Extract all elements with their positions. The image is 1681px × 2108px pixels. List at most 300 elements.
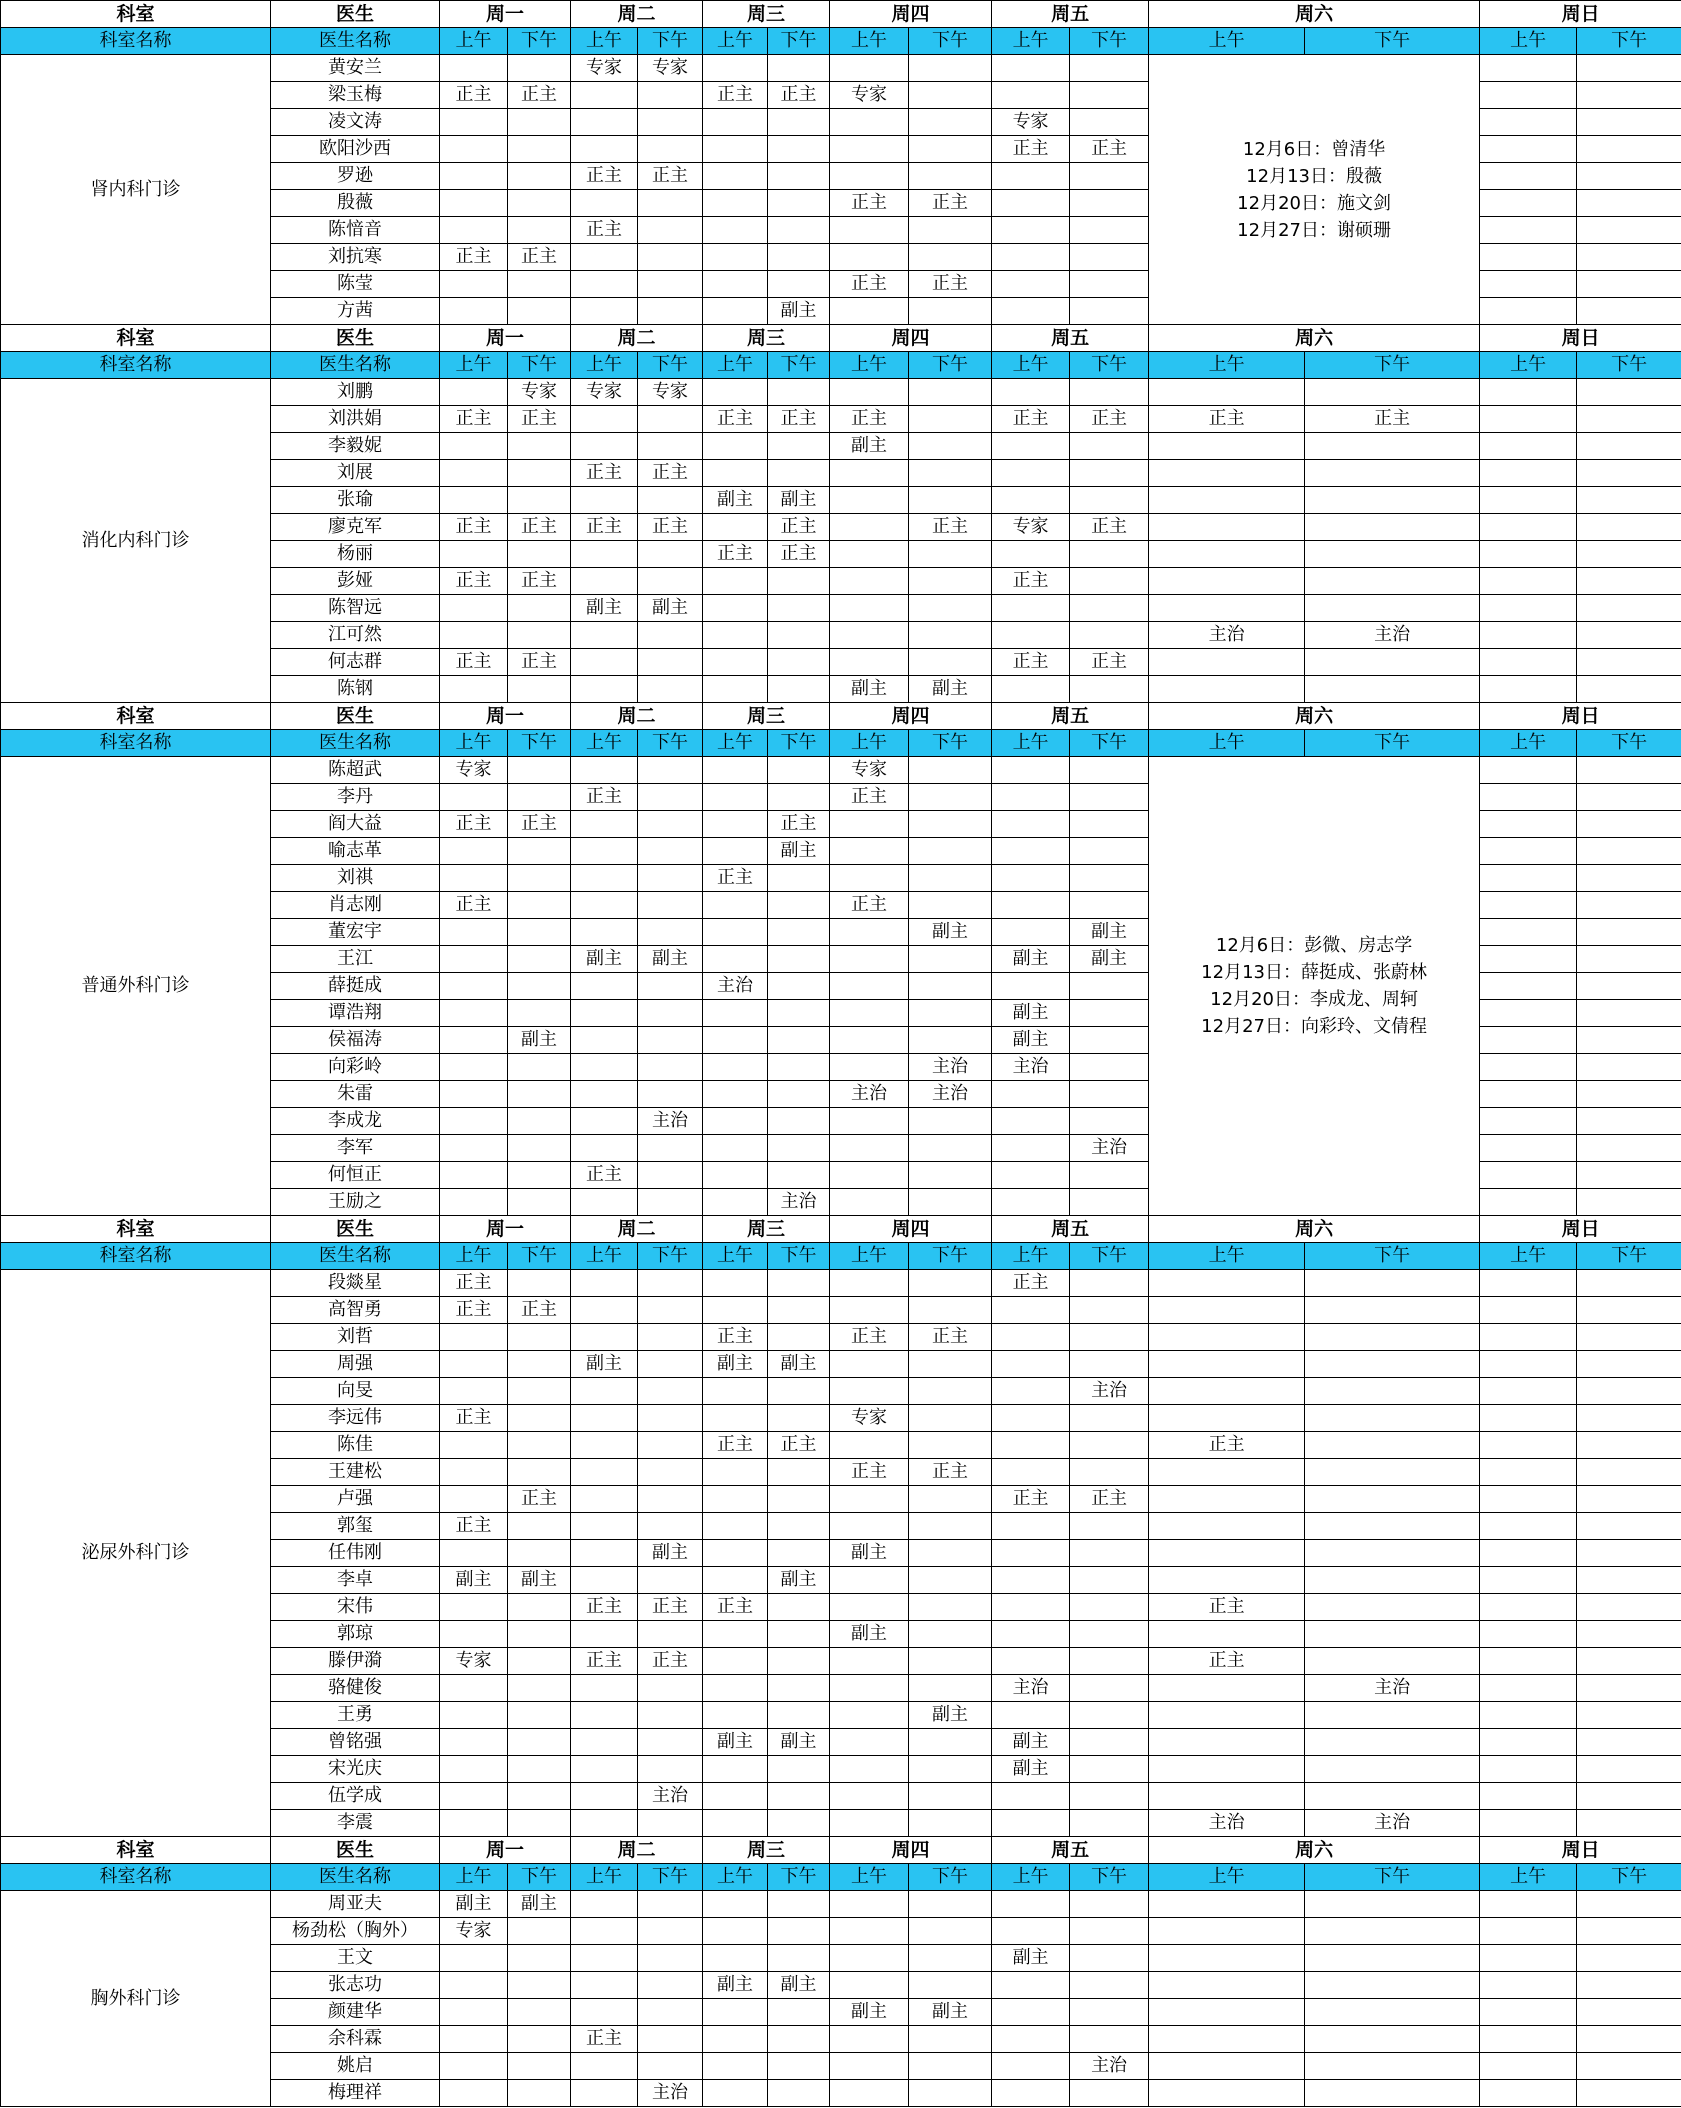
subheader-sat-pm: 下午 <box>1305 730 1480 757</box>
slot-sun-pm <box>1577 1135 1681 1162</box>
slot-sat-pm <box>1305 1918 1480 1945</box>
slot-sun-am <box>1480 163 1577 190</box>
slot-sat-pm: 主治 <box>1305 622 1480 649</box>
subheader-doctor: 医生名称 <box>271 28 440 55</box>
doctor-name: 李震 <box>271 1810 440 1837</box>
slot-tue-am <box>571 2053 638 2080</box>
slot-fri-am <box>992 1162 1070 1189</box>
slot-thu-pm <box>909 1567 992 1594</box>
slot-fri-am <box>992 1648 1070 1675</box>
slot-sat-am <box>1149 1486 1305 1513</box>
slot-wed-am <box>703 1756 768 1783</box>
slot-fri-pm <box>1070 1432 1149 1459</box>
subheader-sat-am: 上午 <box>1149 1243 1305 1270</box>
slot-thu-am <box>830 1486 909 1513</box>
doctor-name: 李成龙 <box>271 1108 440 1135</box>
header-day-mon: 周一 <box>440 1 571 28</box>
slot-fri-pm <box>1070 1918 1149 1945</box>
slot-thu-pm <box>909 1405 992 1432</box>
slot-tue-am <box>571 1513 638 1540</box>
slot-mon-pm <box>508 622 571 649</box>
header-day-tue: 周二 <box>571 1216 703 1243</box>
slot-thu-am <box>830 1378 909 1405</box>
slot-wed-pm <box>768 1891 830 1918</box>
slot-tue-pm <box>638 244 703 271</box>
doctor-name: 刘祺 <box>271 865 440 892</box>
subheader-thu-pm: 下午 <box>909 352 992 379</box>
slot-thu-pm <box>909 1162 992 1189</box>
slot-fri-pm <box>1070 217 1149 244</box>
subheader-doctor: 医生名称 <box>271 1243 440 1270</box>
slot-thu-am <box>830 946 909 973</box>
slot-fri-am <box>992 1972 1070 1999</box>
slot-fri-am <box>992 892 1070 919</box>
saturday-note-line: 12月13日：薛挺成、张蔚林 <box>1201 962 1427 983</box>
slot-sun-pm <box>1577 784 1681 811</box>
subheader-wed-am: 上午 <box>703 352 768 379</box>
subheader-sat-pm: 下午 <box>1305 28 1480 55</box>
slot-mon-am <box>440 676 508 703</box>
slot-wed-pm <box>768 1054 830 1081</box>
slot-mon-pm: 正主 <box>508 406 571 433</box>
header-day-wed: 周三 <box>703 1216 830 1243</box>
header-doctor: 医生 <box>271 1837 440 1864</box>
slot-wed-pm <box>768 217 830 244</box>
header-day-sat: 周六 <box>1149 1837 1480 1864</box>
slot-sat-pm <box>1305 1756 1480 1783</box>
doctor-name: 王励之 <box>271 1189 440 1216</box>
slot-fri-am <box>992 1918 1070 1945</box>
slot-thu-am <box>830 2026 909 2053</box>
slot-wed-pm <box>768 676 830 703</box>
subheader-wed-am: 上午 <box>703 1243 768 1270</box>
slot-sat-pm <box>1305 433 1480 460</box>
slot-fri-am <box>992 487 1070 514</box>
slot-tue-pm <box>638 1378 703 1405</box>
slot-tue-pm <box>638 1135 703 1162</box>
slot-thu-am <box>830 1756 909 1783</box>
doctor-name: 谭浩翔 <box>271 1000 440 1027</box>
slot-fri-am <box>992 1297 1070 1324</box>
slot-sun-am <box>1480 1621 1577 1648</box>
slot-sun-pm <box>1577 649 1681 676</box>
slot-sat-am <box>1149 1945 1305 1972</box>
slot-sun-am <box>1480 1567 1577 1594</box>
slot-fri-pm <box>1070 2080 1149 2107</box>
slot-tue-am: 副主 <box>571 595 638 622</box>
slot-thu-pm <box>909 298 992 325</box>
slot-mon-pm <box>508 1945 571 1972</box>
dept-name: 肾内科门诊 <box>1 55 271 325</box>
slot-mon-am <box>440 2080 508 2107</box>
slot-thu-am <box>830 1054 909 1081</box>
slot-thu-pm <box>909 1189 992 1216</box>
slot-wed-am <box>703 676 768 703</box>
slot-sat-am <box>1149 1729 1305 1756</box>
slot-sun-am <box>1480 568 1577 595</box>
slot-thu-pm <box>909 1027 992 1054</box>
slot-wed-am <box>703 190 768 217</box>
slot-thu-am <box>830 1297 909 1324</box>
subheader-mon-am: 上午 <box>440 730 508 757</box>
slot-fri-pm <box>1070 1297 1149 1324</box>
slot-fri-am: 主治 <box>992 1675 1070 1702</box>
slot-sun-pm <box>1577 1621 1681 1648</box>
slot-sat-pm <box>1305 1297 1480 1324</box>
header-doctor: 医生 <box>271 703 440 730</box>
slot-wed-pm <box>768 460 830 487</box>
slot-mon-pm <box>508 1270 571 1297</box>
slot-thu-pm <box>909 217 992 244</box>
slot-sat-am <box>1149 1702 1305 1729</box>
slot-tue-am <box>571 892 638 919</box>
slot-mon-pm: 正主 <box>508 244 571 271</box>
saturday-note-line: 12月13日：殷薇 <box>1246 165 1382 187</box>
slot-thu-am <box>830 1432 909 1459</box>
slot-fri-am: 专家 <box>992 514 1070 541</box>
header-day-wed: 周三 <box>703 703 830 730</box>
slot-thu-am <box>830 1108 909 1135</box>
slot-mon-pm <box>508 1513 571 1540</box>
slot-thu-pm <box>909 1270 992 1297</box>
doctor-name: 江可然 <box>271 622 440 649</box>
slot-sat-pm <box>1305 595 1480 622</box>
doctor-name: 陈智远 <box>271 595 440 622</box>
doctor-name: 陈佳 <box>271 1432 440 1459</box>
subheader-thu-am: 上午 <box>830 730 909 757</box>
slot-sun-am <box>1480 1594 1577 1621</box>
slot-sun-am <box>1480 55 1577 82</box>
slot-sat-pm <box>1305 1432 1480 1459</box>
subheader-sat-am: 上午 <box>1149 1864 1305 1891</box>
slot-wed-pm: 副主 <box>768 1351 830 1378</box>
slot-fri-pm <box>1070 244 1149 271</box>
slot-mon-am <box>440 55 508 82</box>
slot-wed-am <box>703 1702 768 1729</box>
slot-sun-am <box>1480 1135 1577 1162</box>
slot-tue-am <box>571 541 638 568</box>
slot-mon-pm <box>508 1081 571 1108</box>
doctor-name: 方茜 <box>271 298 440 325</box>
slot-wed-am: 正主 <box>703 865 768 892</box>
slot-thu-am <box>830 1648 909 1675</box>
slot-mon-am: 正主 <box>440 514 508 541</box>
slot-mon-am <box>440 487 508 514</box>
doctor-row <box>1 757 1681 784</box>
doctor-name: 任伟刚 <box>271 1540 440 1567</box>
slot-tue-pm <box>638 1810 703 1837</box>
slot-tue-am <box>571 649 638 676</box>
slot-wed-pm: 正主 <box>768 514 830 541</box>
doctor-name: 陈超武 <box>271 757 440 784</box>
slot-fri-am <box>992 676 1070 703</box>
slot-fri-pm <box>1070 541 1149 568</box>
slot-wed-pm <box>768 1108 830 1135</box>
slot-tue-am <box>571 1135 638 1162</box>
slot-sat-am <box>1149 1324 1305 1351</box>
slot-sun-pm <box>1577 2026 1681 2053</box>
slot-fri-pm: 正主 <box>1070 514 1149 541</box>
slot-thu-am <box>830 1783 909 1810</box>
slot-wed-pm <box>768 1027 830 1054</box>
slot-sun-pm <box>1577 487 1681 514</box>
slot-thu-pm: 副主 <box>909 1702 992 1729</box>
slot-tue-pm <box>638 892 703 919</box>
slot-mon-am <box>440 1027 508 1054</box>
slot-sat-am <box>1149 1918 1305 1945</box>
subheader-row <box>1 352 1681 379</box>
slot-mon-am <box>440 2026 508 2053</box>
slot-sun-pm <box>1577 1729 1681 1756</box>
slot-thu-am <box>830 1972 909 1999</box>
slot-thu-am <box>830 298 909 325</box>
slot-wed-am <box>703 1540 768 1567</box>
slot-thu-pm <box>909 1891 992 1918</box>
slot-mon-pm: 副主 <box>508 1567 571 1594</box>
slot-wed-pm <box>768 1513 830 1540</box>
slot-mon-am: 正主 <box>440 82 508 109</box>
slot-tue-am <box>571 136 638 163</box>
slot-wed-am <box>703 1297 768 1324</box>
subheader-fri-am: 上午 <box>992 352 1070 379</box>
slot-sat-pm <box>1305 1405 1480 1432</box>
slot-fri-pm: 主治 <box>1070 2053 1149 2080</box>
slot-sun-am <box>1480 892 1577 919</box>
slot-sun-am <box>1480 1999 1577 2026</box>
slot-sun-am <box>1480 244 1577 271</box>
slot-fri-am <box>992 1999 1070 2026</box>
slot-mon-pm <box>508 973 571 1000</box>
slot-sat-am <box>1149 1540 1305 1567</box>
slot-tue-pm <box>638 784 703 811</box>
doctor-name: 张志功 <box>271 1972 440 1999</box>
slot-mon-am: 专家 <box>440 1918 508 1945</box>
slot-tue-pm <box>638 1027 703 1054</box>
slot-fri-pm <box>1070 1891 1149 1918</box>
slot-wed-pm <box>768 163 830 190</box>
slot-wed-am <box>703 1999 768 2026</box>
slot-mon-am <box>440 298 508 325</box>
slot-wed-pm <box>768 757 830 784</box>
slot-sat-am <box>1149 676 1305 703</box>
slot-fri-am <box>992 1405 1070 1432</box>
slot-mon-pm <box>508 2080 571 2107</box>
header-day-fri: 周五 <box>992 1 1149 28</box>
slot-wed-am <box>703 55 768 82</box>
slot-tue-am <box>571 1972 638 1999</box>
slot-fri-pm: 副主 <box>1070 919 1149 946</box>
subheader-wed-pm: 下午 <box>768 352 830 379</box>
header-day-fri: 周五 <box>992 1837 1149 1864</box>
slot-sun-am <box>1480 1783 1577 1810</box>
slot-sun-pm <box>1577 1081 1681 1108</box>
slot-sun-pm <box>1577 1702 1681 1729</box>
slot-sun-am <box>1480 1810 1577 1837</box>
slot-wed-pm <box>768 1648 830 1675</box>
slot-sun-pm <box>1577 271 1681 298</box>
slot-tue-am <box>571 838 638 865</box>
slot-sun-am <box>1480 1729 1577 1756</box>
slot-sun-am <box>1480 1918 1577 1945</box>
doctor-name: 李丹 <box>271 784 440 811</box>
slot-tue-pm <box>638 433 703 460</box>
slot-thu-pm <box>909 1432 992 1459</box>
slot-thu-pm: 正主 <box>909 514 992 541</box>
subheader-wed-pm: 下午 <box>768 1243 830 1270</box>
slot-tue-pm: 正主 <box>638 514 703 541</box>
slot-sun-pm <box>1577 1297 1681 1324</box>
slot-sun-am <box>1480 2053 1577 2080</box>
slot-mon-pm <box>508 1594 571 1621</box>
slot-sat-am <box>1149 595 1305 622</box>
slot-thu-am <box>830 865 909 892</box>
header-day-thu: 周四 <box>830 1 992 28</box>
slot-fri-am: 专家 <box>992 109 1070 136</box>
doctor-name: 侯福涛 <box>271 1027 440 1054</box>
slot-sun-pm <box>1577 433 1681 460</box>
slot-wed-am <box>703 109 768 136</box>
slot-mon-am: 正主 <box>440 1297 508 1324</box>
slot-mon-am: 正主 <box>440 568 508 595</box>
subheader-dept: 科室名称 <box>1 28 271 55</box>
slot-wed-am <box>703 595 768 622</box>
slot-wed-pm: 副主 <box>768 838 830 865</box>
subheader-sun-am: 上午 <box>1480 352 1577 379</box>
slot-wed-am: 副主 <box>703 1729 768 1756</box>
doctor-name: 宋伟 <box>271 1594 440 1621</box>
slot-sat-am <box>1149 1972 1305 1999</box>
slot-fri-pm <box>1070 1540 1149 1567</box>
slot-wed-am <box>703 298 768 325</box>
subheader-tue-am: 上午 <box>571 28 638 55</box>
slot-tue-am <box>571 1081 638 1108</box>
slot-mon-am: 副主 <box>440 1567 508 1594</box>
slot-tue-pm <box>638 136 703 163</box>
slot-thu-am <box>830 1702 909 1729</box>
slot-wed-pm <box>768 2080 830 2107</box>
slot-mon-pm: 正主 <box>508 1297 571 1324</box>
slot-wed-pm <box>768 568 830 595</box>
slot-mon-pm <box>508 784 571 811</box>
slot-mon-pm <box>508 1135 571 1162</box>
slot-fri-pm <box>1070 973 1149 1000</box>
doctor-name: 向旻 <box>271 1378 440 1405</box>
slot-mon-am <box>440 1135 508 1162</box>
slot-tue-pm <box>638 1945 703 1972</box>
slot-wed-am <box>703 244 768 271</box>
slot-thu-am: 正主 <box>830 892 909 919</box>
slot-mon-pm: 正主 <box>508 82 571 109</box>
slot-tue-am <box>571 1891 638 1918</box>
slot-fri-pm <box>1070 676 1149 703</box>
saturday-note <box>1149 757 1480 1216</box>
slot-wed-pm <box>768 1405 830 1432</box>
subheader-mon-pm: 下午 <box>508 730 571 757</box>
slot-sun-pm <box>1577 1972 1681 1999</box>
slot-thu-pm <box>909 2053 992 2080</box>
slot-mon-am <box>440 163 508 190</box>
subheader-thu-am: 上午 <box>830 28 909 55</box>
slot-thu-am: 正主 <box>830 784 909 811</box>
doctor-name: 李毅妮 <box>271 433 440 460</box>
slot-sun-pm <box>1577 1783 1681 1810</box>
subheader-tue-am: 上午 <box>571 1864 638 1891</box>
slot-mon-pm <box>508 946 571 973</box>
slot-wed-pm <box>768 1081 830 1108</box>
slot-mon-am <box>440 1486 508 1513</box>
slot-mon-am: 副主 <box>440 1891 508 1918</box>
subheader-fri-pm: 下午 <box>1070 730 1149 757</box>
doctor-name: 彭娅 <box>271 568 440 595</box>
slot-sun-pm <box>1577 973 1681 1000</box>
doctor-name: 曾铭强 <box>271 1729 440 1756</box>
slot-tue-am <box>571 676 638 703</box>
slot-mon-pm <box>508 1405 571 1432</box>
slot-tue-pm <box>638 82 703 109</box>
slot-sat-pm <box>1305 649 1480 676</box>
doctor-name: 滕伊漪 <box>271 1648 440 1675</box>
subheader-fri-am: 上午 <box>992 730 1070 757</box>
slot-sun-am <box>1480 1756 1577 1783</box>
slot-fri-pm <box>1070 1999 1149 2026</box>
slot-tue-am: 专家 <box>571 379 638 406</box>
slot-wed-am <box>703 2026 768 2053</box>
slot-mon-am: 正主 <box>440 811 508 838</box>
slot-tue-pm <box>638 487 703 514</box>
slot-sun-am <box>1480 136 1577 163</box>
slot-sat-am <box>1149 1999 1305 2026</box>
header-day-mon: 周一 <box>440 1837 571 1864</box>
slot-sat-am <box>1149 541 1305 568</box>
slot-tue-am <box>571 1000 638 1027</box>
slot-sat-am <box>1149 1405 1305 1432</box>
header-day-thu: 周四 <box>830 1216 992 1243</box>
slot-sat-pm <box>1305 1378 1480 1405</box>
slot-fri-pm <box>1070 568 1149 595</box>
slot-sun-am <box>1480 1054 1577 1081</box>
slot-sun-pm <box>1577 1378 1681 1405</box>
slot-wed-am <box>703 892 768 919</box>
slot-fri-am: 正主 <box>992 136 1070 163</box>
slot-thu-pm <box>909 1675 992 1702</box>
slot-tue-pm <box>638 1756 703 1783</box>
slot-wed-am <box>703 379 768 406</box>
slot-sun-pm <box>1577 865 1681 892</box>
slot-tue-pm <box>638 757 703 784</box>
doctor-name: 郭玺 <box>271 1513 440 1540</box>
slot-tue-am <box>571 1567 638 1594</box>
doctor-name: 张瑜 <box>271 487 440 514</box>
doctor-name: 向彩岭 <box>271 1054 440 1081</box>
doctor-name: 李军 <box>271 1135 440 1162</box>
slot-sat-am <box>1149 649 1305 676</box>
slot-mon-pm <box>508 1540 571 1567</box>
slot-tue-am <box>571 82 638 109</box>
slot-sun-pm <box>1577 163 1681 190</box>
slot-tue-pm <box>638 676 703 703</box>
slot-sun-pm <box>1577 1054 1681 1081</box>
slot-sat-am <box>1149 1891 1305 1918</box>
slot-mon-pm <box>508 1162 571 1189</box>
slot-tue-pm <box>638 1432 703 1459</box>
subheader-sun-pm: 下午 <box>1577 730 1681 757</box>
slot-sun-am <box>1480 1189 1577 1216</box>
subheader-mon-am: 上午 <box>440 28 508 55</box>
slot-wed-am <box>703 919 768 946</box>
slot-sun-pm <box>1577 1405 1681 1432</box>
slot-tue-pm: 主治 <box>638 1783 703 1810</box>
slot-wed-pm <box>768 1135 830 1162</box>
